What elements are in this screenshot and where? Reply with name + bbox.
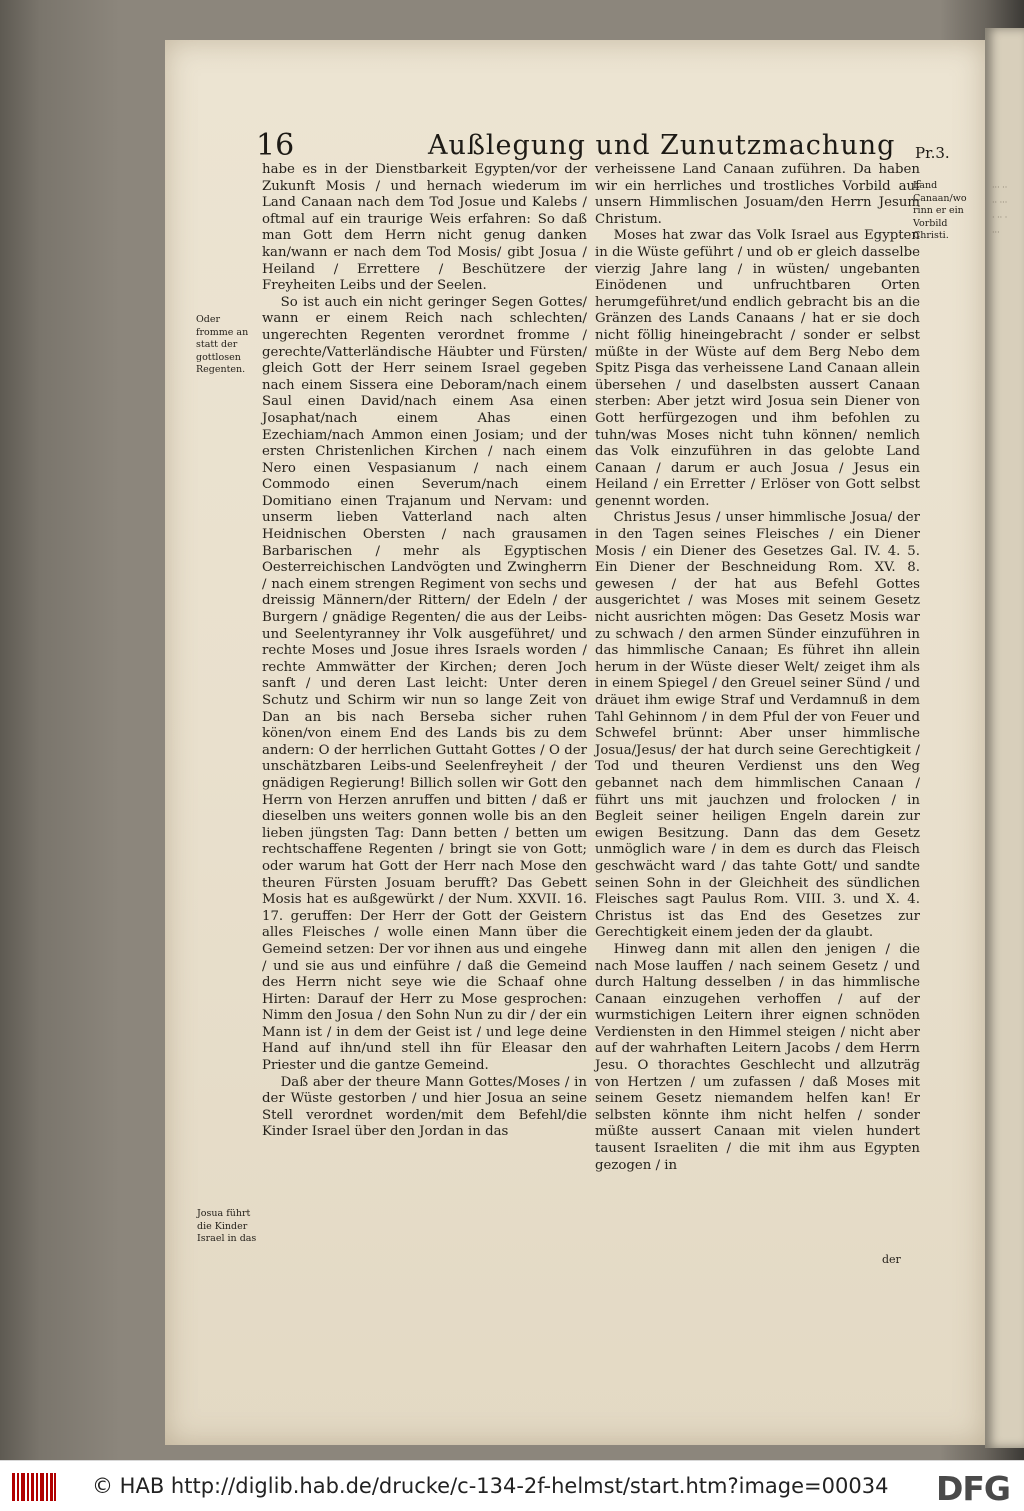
dfg-logo: DFG	[935, 1469, 1010, 1508]
paragraph: verheissene Land Canaan zuführen. Da haben wir ein herrliches und trostliches Vorbild auf unsern Himmlischen Josuam/den Herrn Jesum Christum.	[595, 162, 920, 227]
barcode-icon	[12, 1473, 56, 1501]
facing-page-edge	[985, 28, 1024, 1448]
right-text-column	[595, 162, 920, 1174]
paragraph: So ist auch ein nicht geringer Segen Gottes/ wann er einem Reich nach schlechten/ ungerechten Regenten verordnet fromme / gerechte/Vatterländische Häubter und Fürsten/ gleich Gott der Herr seinem Israel gegeben nach einem Sissera eine Deboram/nach einem Saul einen David/nach einem Asa einen Josaphat/nach einem Ahas einen Ezechiam/nach Ammon einen Josiam; und der ersten Christenlichen Kirchen / nach einem Nero einen Vespasianum / nach einem Commodo einen Severum/nach einem Domitiano einen Trajanum und Nervam: und unserm lieben Vatterland nach alten Heidnischen Obersten / nach grausamen Barbarischen / mehr als Egyptischen Oesterreichischen Landvögten und Zwingherrn / nach einem strengen Regiment von sechs und dreissig Männern/der Rittern/ der Edeln / der Burgern / gnädige Regenten/ die aus der Leibs-und Seelentyranney ihr Volk ausgeführet/ und rechte Moses und Josue ihres Israels worden / rechte Ammwätter der Kirchen; deren Joch sanft / und deren Last leicht: Unter deren Schutz und Schirm wir nun so lange Zeit von Dan an bis nach Berseba sicher ruhen könen/von einem End des Lands bis zu dem andern: O der herrlichen Guttaht Gottes / O der unschätzbaren Leibs-und Seelenfreyheit / der gnädigen Regierung! Billich sollen wir Gott den Herrn von Herzen anruffen und bitten / daß er dieselben uns weiters gonnen wolle bis an den lieben jüngsten Tag: Dann betten / betten um rechtschaffene Regenten / bringt sie von Gott; oder warum hat Gott der Herr nach Mose den theuren Fürsten Josuam berufft? Das Gebett Mosis hat es außgewürkt / der Num. XXVII. 16. 17. geruffen: Der Herr der Gott der Geistern alles Fleisches / wolle einen Mann über die Gemeind setzen: Der vor ihnen aus und eingehe / und sie aus und einführe / daß die Gemeind des Herrn nicht seye wie die Schaaf ohne Hirten: Darauf der Herr zu Mose gesprochen: Nimm den Josua / den Sohn Nun zu dir / der ein Mann ist / in dem der Geist ist / und lege deine Hand auf ihn/und stell ihn für Eleasar den Priester und die gantze Gemeind.	[262, 294, 587, 1074]
margin-note: Oder fromme an statt der gottlosen Regenten.	[196, 314, 249, 375]
viewer-footer	[0, 1460, 1024, 1511]
running-title: Außlegung und Zunutzmachung	[428, 130, 896, 161]
paragraph: Christus Jesus / unser himmlische Josua/ der in den Tagen seines Fleisches / ein Diener Mosis / ein Diener des Gesetzes Gal. IV. 4. 5. Ein Diener der Beschneidung Rom. XV. 8. gewesen / der hat aus Befehl Gottes ausgerichtet / was Moses mit seinem Gesetz nicht ausrichten mögen: Das Gesetz Mosis war zu schwach / den armen Sünder einzuführen in das himmlische Canaan; Es führet ihn allein herum in der Wüste dieser Welt/ zeiget ihm als in einem Spiegel / den Greuel seiner Sünd / und dräuet ihm ewige Straf und Verdamnuß in dem Tahl Gehinnom / in dem Pful der von Feuer und Schwefel brünnt: Aber unser himmlische Josua/Jesus/ der hat durch seine Gerechtigkeit / Tod und theuren Verdienst uns den Weg gebannet nach dem himmlischen Canaan / führt uns mit jauchzen und frolocken / in Begleit seiner heiligen Engeln darein zur ewigen Besitzung. Dann das dem Gesetz unmöglich ware / in dem es durch das Fleisch geschwächt ward / das tahte Gott/ und sandte seinen Sohn in der Gleichheit des sündlichen Fleisches sagt Paulus Rom. VIII. 3. und X. 4. Christus ist das End des Gesetzes zur Gerechtigkeit einem jeden der da glaubt.	[595, 510, 920, 941]
margin-note: Josua führt die Kinder Israel in das	[197, 1208, 257, 1244]
margin-note: Land Canaan/wo rinn er ein Vorbild Christi.	[913, 180, 967, 241]
catchword: der	[882, 1253, 901, 1266]
paragraph: habe es in der Dienstbarkeit Egypten/vor der Zukunft Mosis / und hernach wiederum im Land Canaan nach dem Tod Josue und Kalebs / oftmal auf ein traurige Weis erfahren: So daß man Gott dem Herrn nicht genug danken kan/wann er nach dem Tod Mosis/ gibt Josua / Heiland / Errettere / Beschützere der Freyheiten Leibs und der Seelen.	[262, 162, 587, 294]
paragraph: Daß aber der theure Mann Gottes/Moses / in der Wüste gestorben / und hier Josua an seine Stell verordnet worden/mit dem Befehl/die Kinder Israel über den Jordan in das	[262, 1074, 587, 1140]
left-text-column	[262, 162, 587, 1141]
paragraph: Moses hat zwar das Volk Israel aus Egypten in die Wüste geführt / und ob er gleich dasselbe vierzig Jahre lang / in wüsten/ ungebanten Einödenen und unfruchtbaren Orten herumgeführet/und endlich gebracht bis an die Gränzen des Lands Canaans / hat er sie doch nicht föllig hineingebracht / sonder er selbst müßte in der Wüste auf dem Berg Nebo dem Spitz Pisga das verheissene Land Canaan allein übersehen / und daselbsten aussert Canaan sterben: Aber jetzt wird Josua sein Diener von Gott herfürgezogen und ihm befohlen zu tuhn/was Moses nicht tuhn können/ nemlich das Volk einzuführen in das gelobte Land Canaan / darum er auch Josua / Jesus ein Heiland / ein Erretter / Erlöser von Gott selbst genennt worden.	[595, 228, 920, 509]
source-link[interactable]: © HAB http://diglib.hab.de/drucke/c-134-2f-helmst/start.htm?image=00034	[92, 1474, 889, 1498]
paragraph: Hinweg dann mit allen den jenigen / die nach Mose lauffen / nach seinem Gesetz / und durch Haltung desselben / in das himmlische Canaan einzugehen verhoffen / auf der wurmstichigen Leitern ihrer eignen schnöden Verdiensten in den Himmel steigen / nicht aber auf der wahrhaften Leitern Jacobs / dem Herrn Jesu. O thorachtes Geschlecht und allzuträg von Hertzen / um zufassen / daß Moses mit seinem Gesetz niemandem helfen kan! Er selbsten könnte ihm nicht helfen / sonder müßte aussert Canaan mit vielen hundert tausent Israeliten / die mit ihm aus Egypten gezogen / in	[595, 941, 920, 1173]
bleed-through-text: ··· ·· ·· ··· · ·· · ···	[992, 183, 1008, 237]
signature-mark: Pr.3.	[915, 144, 950, 162]
page-number: 16	[256, 128, 295, 163]
